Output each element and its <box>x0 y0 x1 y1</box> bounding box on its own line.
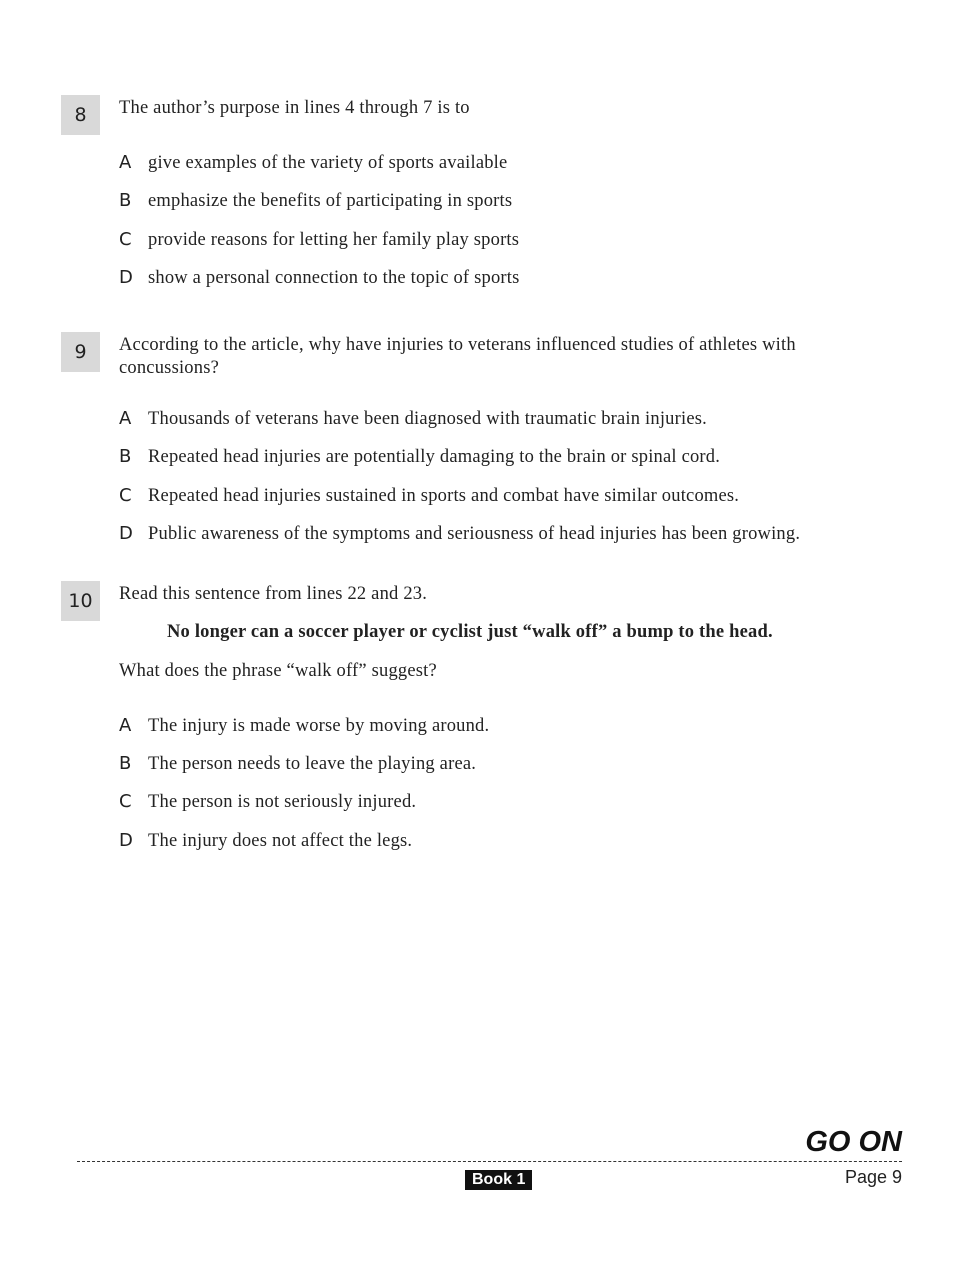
choice-letter: C <box>119 485 132 506</box>
choice-letter: B <box>119 753 132 774</box>
page-number: Page 9 <box>844 1167 902 1187</box>
choice-letter: D <box>119 830 134 851</box>
question-8-stem: The author’s purpose in lines 4 through 7 is to <box>119 98 470 118</box>
choice-text: Public awareness of the symptoms and seriousness of head injuries has been growing. <box>148 524 801 544</box>
choice-text: Thousands of veterans have been diagnosed with traumatic brain injuries. <box>148 409 707 429</box>
choice-letter: A <box>119 152 132 173</box>
choice-text: Repeated head injuries are potentially damaging to the brain or spinal cord. <box>148 447 721 467</box>
question-number-10: 10 <box>61 581 100 621</box>
question-9-choice-b[interactable] <box>119 445 879 469</box>
question-10-quote: No longer can a soccer player or cyclist just “walk off” a bump to the head. <box>167 622 773 642</box>
question-9-choice-c[interactable] <box>119 484 879 508</box>
choice-letter: B <box>119 190 132 211</box>
choice-text: show a personal connection to the topic of sports <box>148 268 520 288</box>
choice-text: provide reasons for letting her family play sports <box>148 230 520 250</box>
question-8-choice-b[interactable] <box>119 189 879 213</box>
choice-text: emphasize the benefits of participating in sports <box>148 191 513 211</box>
question-8-choice-c[interactable] <box>119 228 879 252</box>
go-on-label: GO ON <box>805 1126 902 1158</box>
book-label: Book 1 <box>465 1170 532 1190</box>
question-9-choice-a[interactable] <box>119 407 879 431</box>
choice-text: Repeated head injuries sustained in sports and combat have similar outcomes. <box>148 486 740 506</box>
choice-letter: D <box>119 267 134 288</box>
choice-letter: B <box>119 446 132 467</box>
choice-text: give examples of the variety of sports available <box>148 153 508 173</box>
question-10-prompt: What does the phrase “walk off” suggest? <box>119 661 437 681</box>
question-10-choice-b[interactable] <box>119 752 879 776</box>
question-10-choice-a[interactable] <box>119 714 879 738</box>
question-10-stem: Read this sentence from lines 22 and 23. <box>119 584 428 604</box>
question-8-choice-a[interactable] <box>119 151 879 175</box>
question-number-9: 9 <box>61 332 100 372</box>
choice-text: The injury is made worse by moving around. <box>148 716 490 736</box>
question-10-choice-d[interactable] <box>119 829 879 853</box>
question-10-choice-c[interactable] <box>119 790 879 814</box>
choice-text: The person needs to leave the playing area. <box>148 754 477 774</box>
question-9-stem: According to the article, why have injuries to veterans influenced studies of athletes with concussions? <box>119 335 796 378</box>
choice-letter: A <box>119 715 132 736</box>
choice-letter: C <box>119 791 132 812</box>
choice-letter: D <box>119 523 134 544</box>
question-number-8: 8 <box>61 95 100 135</box>
choice-text: The injury does not affect the legs. <box>148 831 413 851</box>
question-8-choice-d[interactable] <box>119 266 879 290</box>
choice-letter: A <box>119 408 132 429</box>
question-9-choice-d[interactable] <box>119 522 879 546</box>
choice-text: The person is not seriously injured. <box>148 792 417 812</box>
footer-divider <box>77 1161 902 1162</box>
choice-letter: C <box>119 229 132 250</box>
